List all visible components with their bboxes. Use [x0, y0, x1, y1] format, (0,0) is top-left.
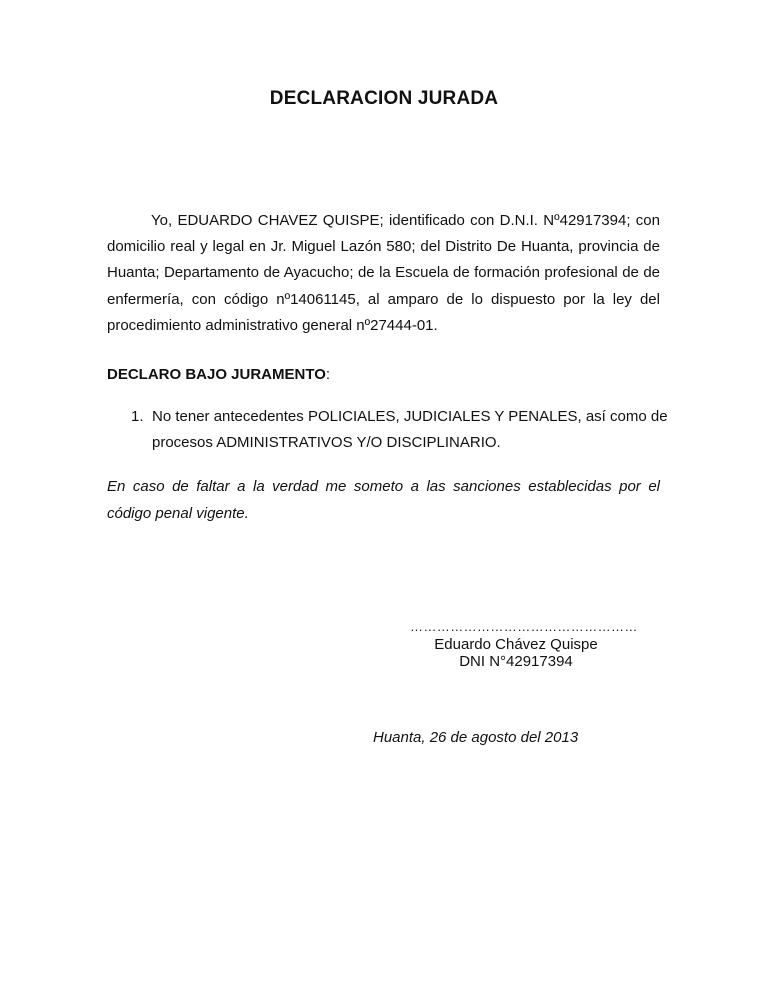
signer-dni: DNI N°42917394 — [459, 653, 573, 670]
declaration-heading-colon: : — [325, 366, 331, 383]
place-date: Huanta, 26 de agosto del 2013 — [373, 729, 579, 746]
signature-block — [410, 618, 638, 671]
signer-name: Eduardo Chávez Quispe — [434, 635, 598, 653]
declaration-heading — [107, 366, 330, 383]
signature-line: …………………………………………… — [410, 619, 638, 634]
declarant-paragraph: Yo, EDUARDO CHAVEZ QUISPE; identificado con D.N.I. Nº42917394; con domicilio real y legal en Jr. Miguel Lazón 580; del Distrito De Huanta, provincia de Huanta; Departamento de Ayacucho; de la Escuela de formación profesional de de enfermería, con código nº14061145, al amparo de lo dispuesto por la ley del procedimiento administrativo general nº27444-01. — [107, 212, 660, 334]
list-item-number: 1. — [131, 408, 144, 425]
document-title: DECLARACION JURADA — [269, 88, 499, 109]
declaration-heading-text: DECLARO BAJO JURAMENTO — [107, 366, 326, 383]
closing-statement: En caso de faltar a la verdad me someto a las sanciones establecidas por el código penal vigente. — [107, 478, 660, 522]
list-item-text: No tener antecedentes POLICIALES, JUDICIALES Y PENALES, así como de procesos ADMINISTRATIVOS Y/O DISCIPLINARIO. — [152, 408, 668, 451]
